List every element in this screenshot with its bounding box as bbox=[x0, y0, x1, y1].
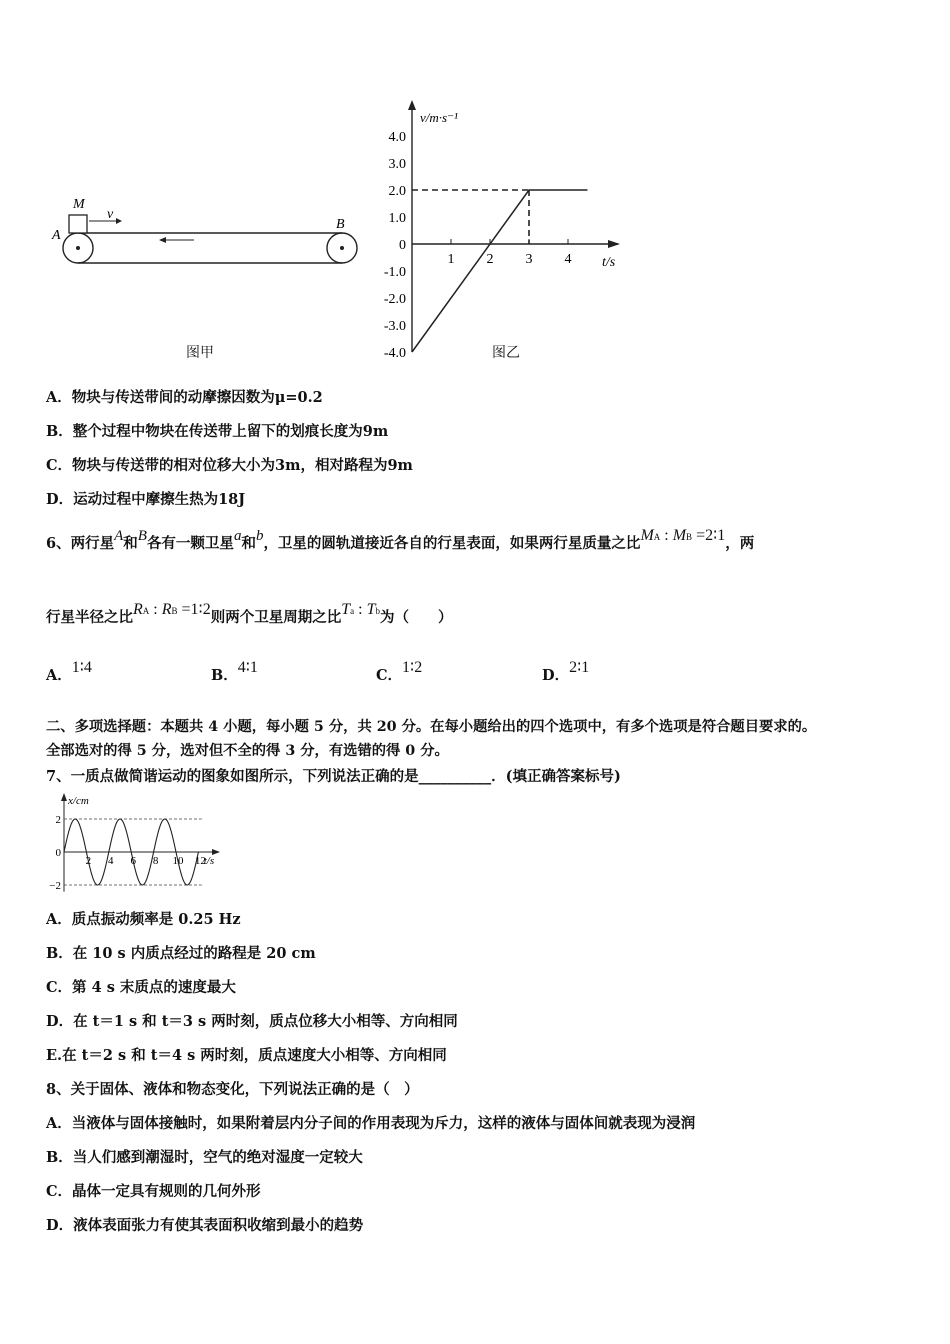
q6-stem-line1: 6、两行星A和B各有一颗卫星a和b，卫星的圆轨道接近各自的行星表面，如果两行星质量之比MA : MB =2∶1，两 bbox=[46, 527, 755, 552]
x-tick-label: 4 bbox=[108, 855, 114, 867]
y-tick-label: 4.0 bbox=[388, 130, 406, 145]
y-axis-label: v/m·s⁻¹ bbox=[420, 110, 458, 125]
q6-option-d[interactable]: D．2∶1 bbox=[542, 659, 590, 684]
q5-option-d[interactable]: D．运动过程中摩擦生热为18J bbox=[46, 491, 246, 508]
q7-shm-graph bbox=[46, 790, 226, 898]
q8-option-b[interactable]: B．当人们感到潮湿时，空气的绝对湿度一定较大 bbox=[46, 1149, 363, 1166]
mass-ratio: MA : MB =2∶1 bbox=[640, 527, 726, 544]
q6-option-b[interactable]: B．4∶1 bbox=[211, 659, 258, 684]
q6-option-a[interactable]: A．1∶4 bbox=[46, 659, 92, 684]
x-tick-label: 4 bbox=[564, 252, 572, 267]
q8-option-d[interactable]: D．液体表面张力有使其表面积收缩到最小的趋势 bbox=[46, 1217, 364, 1234]
q7-option-a[interactable]: A．质点振动频率是 0.25 Hz bbox=[46, 911, 241, 928]
y-tick-label: 2 bbox=[55, 814, 61, 826]
y-tick-label: -3.0 bbox=[383, 319, 406, 334]
q5-option-a[interactable]: A．物块与传送带间的动摩擦因数为μ=0.2 bbox=[46, 389, 323, 406]
vt-line bbox=[412, 190, 588, 352]
block-m bbox=[69, 215, 87, 233]
q7-option-b[interactable]: B．在 10 s 内质点经过的路程是 20 cm bbox=[46, 945, 316, 962]
x-tick-label: 12 bbox=[194, 855, 206, 867]
section2-line1: 二、多项选择题：本题共 4 小题，每小题 5 分，共 20 分。在每小题给出的四个选项中，有多个选项是符合题目要求的。 bbox=[46, 719, 817, 735]
figure-yi-vt-graph bbox=[370, 96, 630, 368]
x-tick-label: 8 bbox=[152, 855, 159, 867]
y-tick-label: 0 bbox=[399, 238, 406, 253]
q6-stem-line2: 行星半径之比RA : RB =1∶2则两个卫星周期之比Ta : Tb为（ ） bbox=[46, 601, 453, 626]
y-tick-label: 1.0 bbox=[388, 211, 406, 226]
y-tick-label: 0 bbox=[55, 847, 61, 859]
x-tick-label: 2 bbox=[85, 855, 92, 867]
q7-option-c[interactable]: C．第 4 s 末质点的速度最大 bbox=[46, 979, 236, 996]
label-v: v bbox=[107, 207, 114, 222]
belt-direction-arrow bbox=[159, 237, 166, 243]
figure-yi-caption: 图乙 bbox=[492, 345, 520, 361]
figure-jia-caption: 图甲 bbox=[186, 345, 214, 361]
section2-line2: 全部选对的得 5 分，选对但不全的得 3 分，有选错的得 0 分。 bbox=[46, 743, 449, 759]
x-tick-label: 2 bbox=[486, 252, 494, 267]
label-m: M bbox=[73, 197, 85, 212]
x-tick-label: 6 bbox=[130, 855, 136, 867]
label-a: A bbox=[52, 228, 61, 243]
y-axis-label: x/cm bbox=[68, 795, 89, 807]
q5-option-b[interactable]: B．整个过程中物块在传送带上留下的划痕长度为9m bbox=[46, 423, 389, 440]
q6-option-c[interactable]: C．1∶2 bbox=[376, 659, 423, 684]
q8-option-a[interactable]: A．当液体与固体接触时，如果附着层内分子间的作用表现为斥力，这样的液体与固体间就表现为浸润 bbox=[46, 1115, 696, 1132]
x-axis-arrow bbox=[61, 793, 67, 801]
q7-option-d[interactable]: D．在 t＝1 s 和 t＝3 s 两时刻，质点位移大小相等、方向相同 bbox=[46, 1013, 458, 1030]
x-axis-label: t/s bbox=[602, 255, 616, 270]
x-tick-label: 1 bbox=[447, 252, 455, 267]
label-b: B bbox=[336, 217, 345, 232]
q7-option-e[interactable]: E.在 t＝2 s 和 t＝4 s 两时刻，质点速度大小相等、方向相同 bbox=[46, 1047, 447, 1064]
q8-stem: 8、关于固体、液体和物态变化，下列说法正确的是（ ） bbox=[46, 1081, 419, 1098]
period-ratio: Ta : Tb bbox=[341, 601, 380, 618]
q7-stem: 7、一质点做简谐运动的图象如图所示，下列说法正确的是__________．(填正确答案标号) bbox=[46, 768, 621, 785]
y-tick-label: -4.0 bbox=[383, 346, 406, 361]
q8-option-c[interactable]: C．晶体一定具有规则的几何外形 bbox=[46, 1183, 261, 1200]
y-tick-label: -1.0 bbox=[383, 265, 406, 280]
q5-option-c[interactable]: C．物块与传送带的相对位移大小为3m，相对路程为9m bbox=[46, 457, 413, 474]
v-axis-arrow bbox=[408, 100, 416, 110]
x-axis-label: t/s bbox=[203, 855, 215, 867]
y-tick-label: 2.0 bbox=[388, 184, 406, 199]
radius-ratio: RA : RB =1∶2 bbox=[133, 601, 211, 618]
x-tick-label: 3 bbox=[525, 252, 533, 267]
x-tick-label: 10 bbox=[172, 855, 184, 867]
y-tick-label: 3.0 bbox=[388, 157, 406, 172]
velocity-arrow bbox=[116, 218, 122, 224]
y-tick-label: -2.0 bbox=[383, 292, 406, 307]
y-tick-label: −2 bbox=[49, 880, 61, 892]
t-axis-arrow bbox=[608, 240, 620, 248]
